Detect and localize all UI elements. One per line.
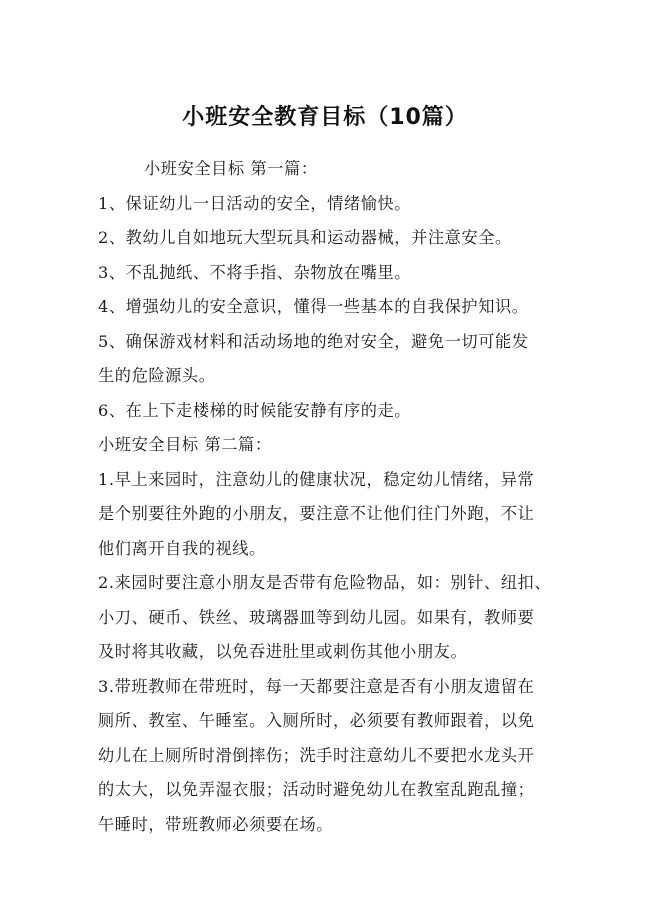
paragraph-line: 2、教幼儿自如地玩大型玩具和运动器械，并注意安全。 xyxy=(98,228,512,247)
paragraph-line: 的太大，以免弄湿衣服；活动时避免幼儿在教室乱跑乱撞； xyxy=(98,780,535,799)
paragraph-line: 4、增强幼儿的安全意识，懂得一些基本的自我保护知识。 xyxy=(98,297,529,316)
section-heading-first: 小班安全目标 第一篇： xyxy=(144,159,318,178)
paragraph-line: 6、在上下走楼梯的时候能安静有序的走。 xyxy=(98,400,412,420)
paragraph-line: 生的危险源头。 xyxy=(98,366,216,385)
document-body xyxy=(98,152,560,842)
paragraph-line: 他们离开自我的视线。 xyxy=(98,538,266,558)
paragraph-line: 午睡时，带班教师必须要在场。 xyxy=(98,814,334,834)
paragraph-line: 3、不乱抛纸、不将手指、杂物放在嘴里。 xyxy=(98,262,412,282)
paragraph-line: 小刀、硬币、铁丝、玻璃器皿等到幼儿园。如果有，教师要 xyxy=(98,607,535,627)
paragraph-line: 是个别要往外跑的小朋友，要注意不让他们往门外跑，不让 xyxy=(98,504,535,523)
paragraph-line: 3.带班教师在带班时，每一天都要注意是否有小朋友遗留在 xyxy=(98,676,535,696)
section-heading-second: 小班安全目标 第二篇： xyxy=(98,435,272,454)
paragraph-line: 5、确保游戏材料和活动场地的绝对安全，避免一切可能发 xyxy=(98,331,529,351)
paragraph-line: 厕所、教室、午睡室。入厕所时，必须要有教师跟着，以免 xyxy=(98,711,535,730)
paragraph-line: 1.早上来园时，注意幼儿的健康状况，稳定幼儿情绪，异常 xyxy=(98,469,535,489)
paragraph-line: 2.来园时要注意小朋友是否带有危险物品，如：别针、纽扣、 xyxy=(98,573,552,592)
paragraph-line: 幼儿在上厕所时滑倒摔伤；洗手时注意幼儿不要把水龙头开 xyxy=(98,745,535,765)
paragraph-line: 1、保证幼儿一日活动的安全，情绪愉快。 xyxy=(98,193,412,213)
page-title: 小班安全教育目标（10篇） xyxy=(182,105,468,130)
paragraph-line: 及时将其收藏，以免吞进肚里或刺伤其他小朋友。 xyxy=(98,642,468,661)
